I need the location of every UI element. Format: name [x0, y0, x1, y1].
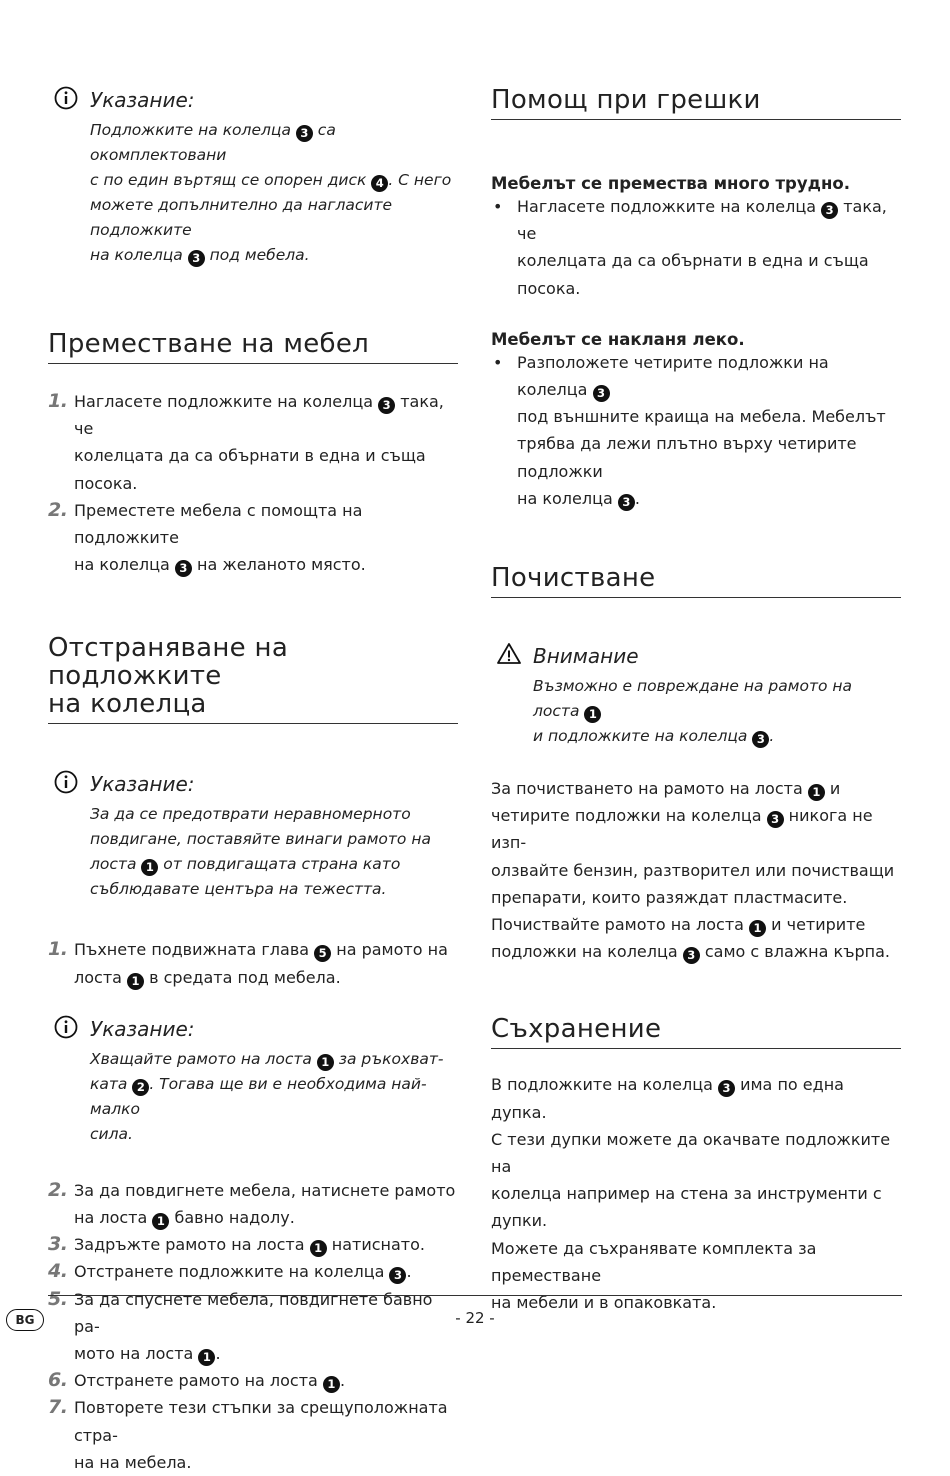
- text-line: [74, 442, 458, 496]
- step-number: 5.: [48, 1287, 68, 1310]
- part-number-circle-icon: 2: [132, 1079, 149, 1096]
- text-run: има по една дупка.: [491, 1075, 844, 1122]
- text-run: на лоста: [74, 1208, 153, 1228]
- text-line: [491, 1180, 901, 1207]
- text-run: Отстранете подложките на колелца: [74, 1262, 390, 1282]
- step-item: [48, 1258, 458, 1285]
- text-run: така, че: [517, 197, 887, 244]
- steps-list: [48, 388, 458, 578]
- part-number-circle-icon: 5: [314, 945, 331, 962]
- part-number-circle-icon: 1: [152, 1213, 169, 1230]
- text-run: .: [634, 488, 640, 508]
- right-column: [491, 86, 901, 1316]
- text-line: [74, 1231, 458, 1258]
- text-run: никога не изп-: [491, 806, 873, 853]
- text-run: За да спуснете мебела, повдигнете бавно ра-: [74, 1289, 433, 1336]
- bullet-item: [491, 193, 901, 302]
- bullet-item: [491, 349, 901, 512]
- part-number-circle-icon: 3: [618, 494, 635, 511]
- text-run: лоста: [90, 855, 142, 874]
- text-line: [90, 827, 458, 852]
- text-line: [74, 1258, 458, 1285]
- text-run: За почистването на рамото на лоста: [491, 779, 808, 799]
- text-line: [90, 802, 458, 827]
- text-run: Повторете тези стъпки за срещуположната стра-: [74, 1398, 448, 1445]
- step-number: 2.: [48, 498, 68, 521]
- text-line: [90, 877, 458, 902]
- text-run: подложки на колелца: [491, 942, 683, 962]
- part-number-circle-icon: 3: [175, 560, 192, 577]
- text-run: повдигане, поставяйте винаги рамото на: [90, 830, 431, 849]
- footer-divider: [48, 1295, 902, 1296]
- text-line: [74, 1449, 458, 1476]
- bullet-list: [491, 193, 901, 302]
- paragraph: [491, 775, 901, 965]
- text-run: ката: [90, 1074, 133, 1093]
- text-run: можете допълнително да нагласите подложките: [90, 196, 393, 239]
- text-line: [90, 1122, 458, 1147]
- text-run: трябва да лежи плътно върху четирите подложки: [517, 434, 857, 481]
- text-run: .: [769, 727, 775, 746]
- text-run: олзвайте бензин, разтворител или почистващи: [491, 860, 895, 880]
- text-run: Пъхнете подвижната глава: [74, 940, 315, 960]
- part-number-circle-icon: 1: [584, 706, 601, 723]
- text-line: [491, 857, 901, 884]
- text-line: [74, 497, 458, 551]
- step-item: [48, 1367, 458, 1394]
- warning-icon: [497, 642, 521, 666]
- part-number-circle-icon: 1: [127, 973, 144, 990]
- text-run: .: [215, 1344, 221, 1364]
- note-title: Указание:: [90, 772, 195, 797]
- text-run: В подложките на колелца: [491, 1075, 718, 1095]
- text-run: на мебели и в опаковката.: [491, 1293, 717, 1313]
- warning-block: [491, 644, 901, 749]
- text-line: [517, 349, 901, 403]
- text-line: [90, 118, 458, 168]
- text-run: така, че: [74, 392, 444, 439]
- text-line: [74, 551, 458, 578]
- text-line: [517, 247, 901, 301]
- bullet-icon: •: [493, 197, 503, 216]
- text-run: .: [406, 1262, 412, 1282]
- note-text: [90, 802, 458, 902]
- part-number-circle-icon: 3: [593, 385, 610, 402]
- text-run: са окомплектовани: [90, 121, 336, 164]
- text-run: Нагласете подложките на колелца: [517, 197, 822, 216]
- text-run: Задръжте рамото на лоста: [74, 1235, 310, 1255]
- text-run: За да повдигнете мебела, натиснете рамото: [74, 1180, 456, 1200]
- text-run: на колелца: [517, 488, 618, 508]
- text-run: Възможно е повреждане на рамото на лоста: [533, 677, 853, 721]
- text-run: на желаното място.: [191, 555, 366, 575]
- text-run: на рамото на: [331, 940, 448, 960]
- left-column: [48, 88, 458, 1476]
- text-line: [491, 884, 901, 911]
- text-line: [491, 938, 901, 965]
- text-run: четирите подложки на колелца: [491, 806, 767, 826]
- step-item: [48, 1231, 458, 1258]
- warning-text: [533, 674, 901, 749]
- text-run: в средата под мебела.: [144, 967, 341, 987]
- text-line: [491, 1126, 901, 1180]
- text-run: лоста: [74, 967, 128, 987]
- text-run: и: [824, 779, 841, 799]
- text-line: [74, 388, 458, 442]
- text-line: [74, 1367, 458, 1394]
- section-title-line: на колелца: [48, 689, 207, 720]
- text-line: [533, 674, 901, 724]
- text-run: натиснато.: [326, 1235, 425, 1255]
- text-line: [74, 1177, 458, 1204]
- text-line: [74, 1394, 458, 1448]
- text-run: Почиствайте рамото на лоста: [491, 915, 750, 935]
- part-number-circle-icon: 4: [371, 175, 388, 192]
- text-line: [517, 193, 901, 247]
- text-line: [74, 1340, 458, 1367]
- text-run: на на мебела.: [74, 1452, 192, 1472]
- text-run: . С него: [388, 171, 452, 189]
- info-icon: [54, 1015, 78, 1039]
- text-run: бавно надолу.: [169, 1208, 295, 1228]
- section-title: Преместване на мебел: [48, 330, 458, 364]
- text-line: [74, 936, 458, 963]
- text-run: Отстранете рамото на лоста: [74, 1371, 323, 1391]
- text-run: за ръкохват-: [333, 1049, 444, 1068]
- note-title: Указание:: [90, 1016, 195, 1041]
- text-line: [533, 724, 901, 749]
- step-item: [48, 936, 458, 990]
- section-title: Съхранение: [491, 1015, 901, 1049]
- text-line: [74, 964, 458, 991]
- step-number: 2.: [48, 1178, 68, 1201]
- warning-title: Внимание: [533, 644, 639, 669]
- step-item: [48, 388, 458, 497]
- text-run: от повдигащата страна като: [158, 855, 401, 874]
- text-line: [517, 430, 901, 484]
- info-icon: [54, 770, 78, 794]
- text-line: [90, 193, 458, 243]
- text-line: [491, 775, 901, 802]
- note-text: [90, 118, 458, 268]
- part-number-circle-icon: 1: [198, 1349, 215, 1366]
- text-line: [90, 243, 458, 268]
- text-run: . Тогава ще ви е необходима най-малко: [90, 1074, 427, 1118]
- text-run: С тези дупки можете да окачвате подложките на: [491, 1129, 891, 1177]
- text-run: Разположете четирите подложки на колелца: [517, 352, 829, 400]
- part-number-circle-icon: 1: [323, 1376, 340, 1393]
- info-icon: [54, 86, 78, 110]
- text-line: [491, 1071, 901, 1125]
- part-number-circle-icon: 3: [821, 202, 838, 219]
- part-number-circle-icon: 3: [767, 811, 784, 828]
- section-title: [48, 634, 458, 724]
- part-number-circle-icon: 3: [752, 731, 769, 748]
- part-number-circle-icon: 1: [749, 920, 766, 937]
- step-number: 1.: [48, 390, 68, 412]
- text-run: съблюдавате центъра на тежестта.: [90, 880, 387, 899]
- step-number: 6.: [48, 1369, 68, 1392]
- part-number-circle-icon: 3: [718, 1080, 735, 1097]
- text-run: под мебела.: [204, 246, 310, 264]
- steps-list: [48, 936, 458, 990]
- step-number: 1.: [48, 938, 68, 961]
- text-run: на колелца: [74, 555, 175, 575]
- text-run: и подложките на колелца: [533, 727, 753, 746]
- problem-heading: Мебелът се премества много трудно.: [491, 174, 850, 193]
- text-run: Хващайте рамото на лоста: [90, 1049, 317, 1068]
- part-number-circle-icon: 3: [389, 1267, 406, 1284]
- text-run: препарати, които разяждат пластмасите.: [491, 887, 848, 907]
- part-number-circle-icon: 1: [310, 1240, 327, 1257]
- text-line: [90, 852, 458, 877]
- step-item: [48, 1394, 458, 1476]
- text-line: [491, 1235, 901, 1289]
- bullet-icon: •: [493, 352, 503, 372]
- text-line: [491, 1207, 901, 1234]
- text-run: Нагласете подложките на колелца: [74, 392, 379, 411]
- text-run: Преместете мебела с помощта на подложките: [74, 500, 363, 548]
- text-line: [491, 911, 901, 938]
- paragraph: [491, 1071, 901, 1316]
- step-item: [48, 497, 458, 579]
- text-run: на колелца: [90, 246, 188, 264]
- note-block: [48, 1017, 458, 1147]
- text-line: [90, 168, 458, 193]
- part-number-circle-icon: 3: [378, 397, 395, 414]
- text-run: дупки.: [491, 1211, 548, 1231]
- note-block: [48, 88, 458, 268]
- section-title: Почистване: [491, 564, 901, 598]
- part-number-circle-icon: 3: [188, 250, 205, 267]
- problem-heading: Мебелът се накланя леко.: [491, 329, 745, 349]
- part-number-circle-icon: 3: [296, 125, 313, 142]
- note-text: [90, 1047, 458, 1147]
- text-run: колелца например на стена за инструменти с: [491, 1184, 882, 1204]
- section-title-line: Отстраняване на подложките: [48, 633, 289, 692]
- text-run: мото на лоста: [74, 1344, 199, 1364]
- step-number: 7.: [48, 1396, 68, 1419]
- text-run: с по един въртящ се опорен диск: [90, 171, 372, 189]
- text-run: Можете да съхранявате комплекта за преместване: [491, 1238, 817, 1285]
- note-title: Указание:: [90, 88, 195, 112]
- step-number: 3.: [48, 1233, 68, 1256]
- text-line: [74, 1204, 458, 1231]
- text-run: само с влажна кърпа.: [699, 942, 890, 962]
- text-run: колелцата да са обърнати в една и съща посока.: [74, 446, 426, 493]
- step-number: 4.: [48, 1260, 68, 1283]
- text-line: [517, 485, 901, 512]
- part-number-circle-icon: 1: [141, 859, 158, 876]
- part-number-circle-icon: 1: [317, 1054, 334, 1071]
- note-block: [48, 772, 458, 902]
- page-number: - 22 -: [455, 1309, 495, 1327]
- text-run: сила.: [90, 1124, 133, 1143]
- text-run: .: [339, 1371, 346, 1391]
- section-title: Помощ при грешки: [491, 86, 901, 120]
- text-run: колелцата да са обърнати в една и съща посока.: [517, 251, 869, 298]
- bullet-list: [491, 349, 901, 512]
- step-item: [48, 1177, 458, 1231]
- text-line: [90, 1047, 458, 1072]
- text-run: под външните краища на мебела. Мебелът: [517, 407, 886, 427]
- part-number-circle-icon: 3: [683, 947, 700, 964]
- language-badge: BG: [6, 1309, 44, 1331]
- text-line: [517, 403, 901, 430]
- text-run: За да се предотврати неравномерното: [90, 805, 411, 824]
- text-run: и четирите: [766, 915, 866, 935]
- text-run: Подложките на колелца: [90, 121, 296, 139]
- text-line: [90, 1072, 458, 1122]
- part-number-circle-icon: 1: [808, 784, 825, 801]
- text-line: [491, 802, 901, 856]
